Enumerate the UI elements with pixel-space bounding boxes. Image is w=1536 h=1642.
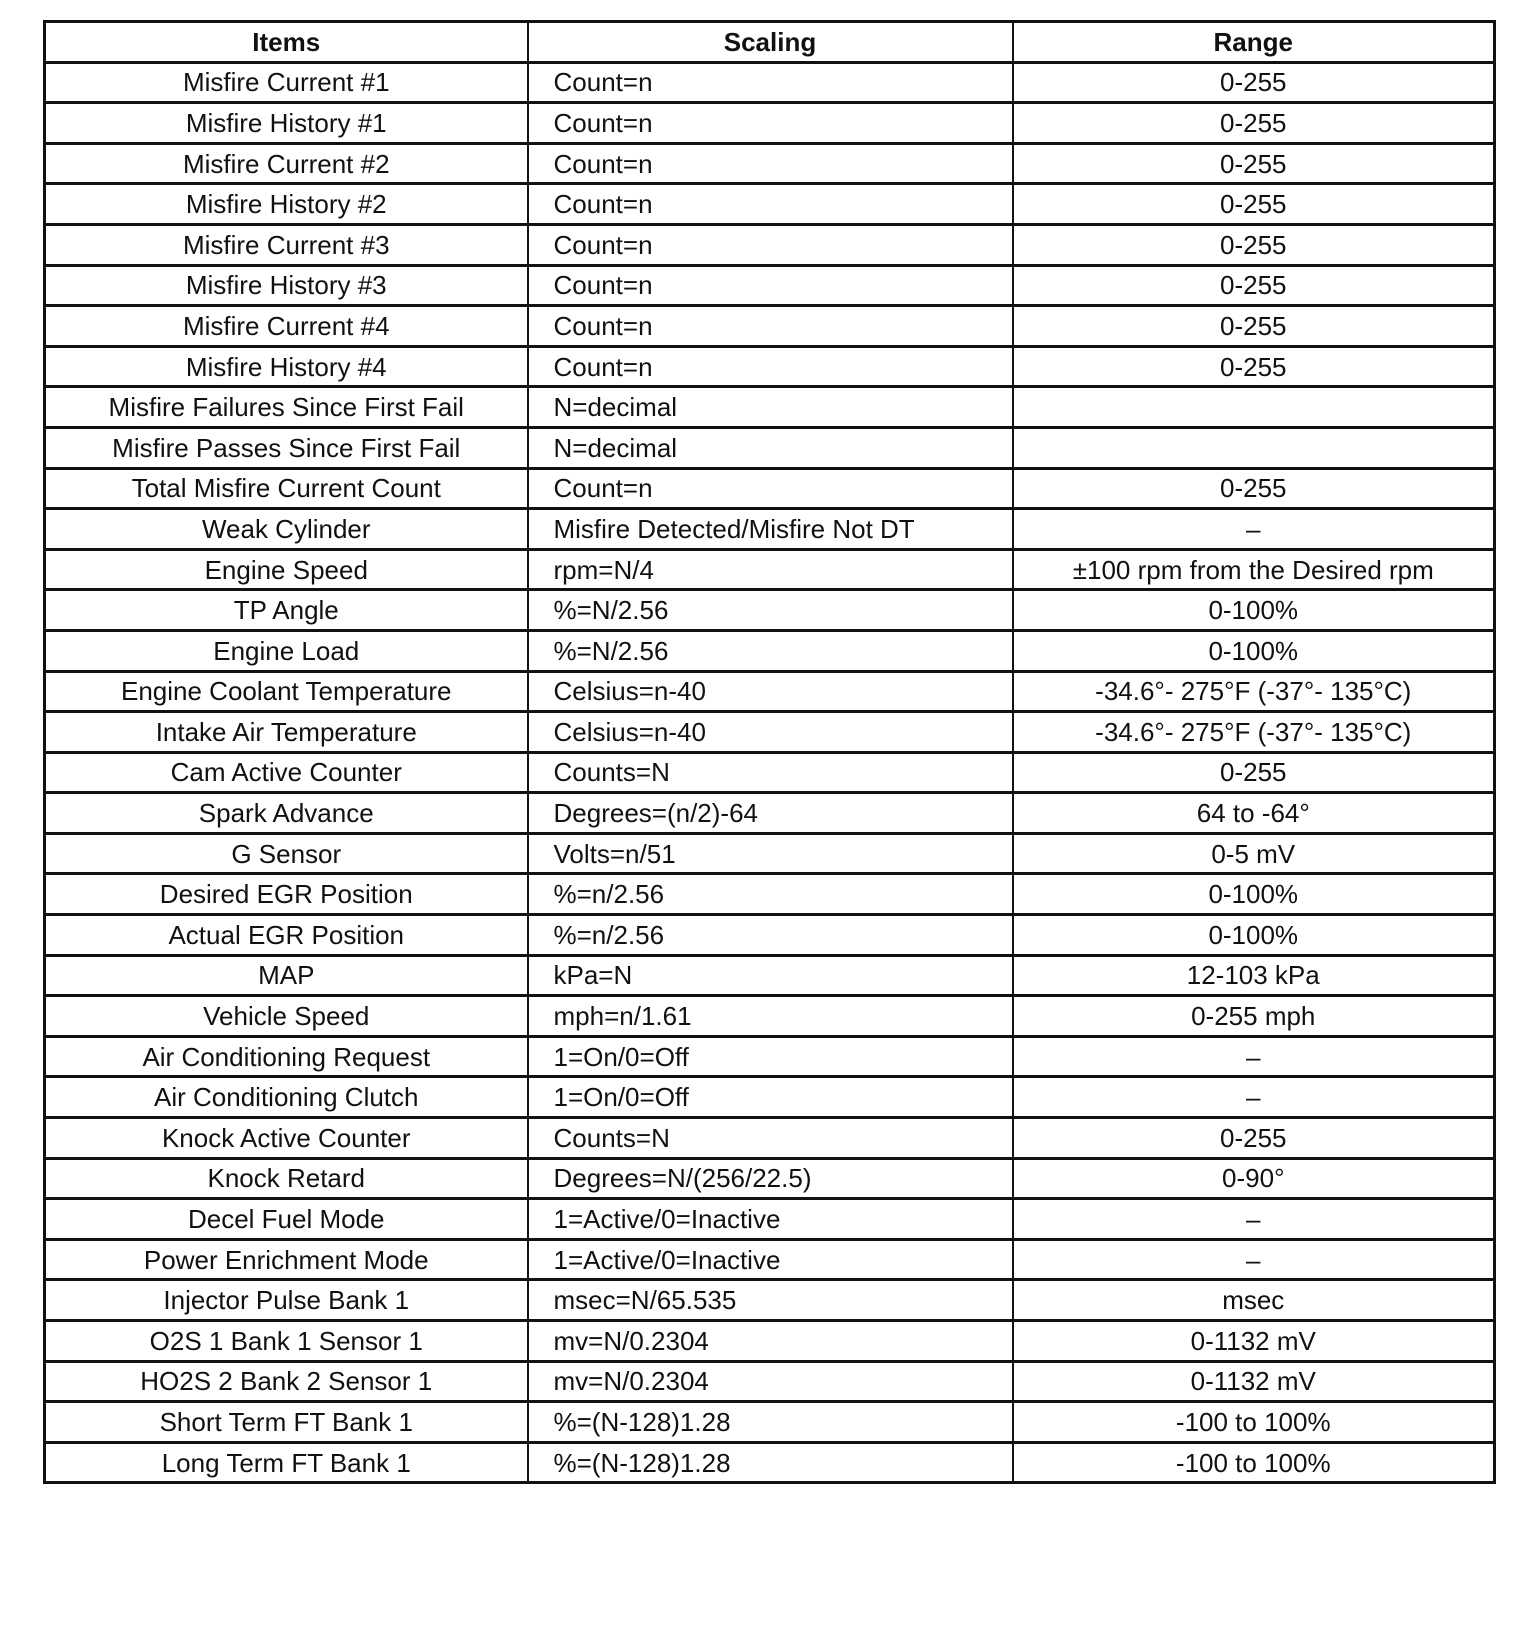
range-cell: 0-255 <box>1013 752 1495 793</box>
scaling-cell: Count=n <box>528 103 1013 144</box>
table-row <box>45 712 1495 753</box>
scaling-cell: Count=n <box>528 143 1013 184</box>
table-row <box>45 265 1495 306</box>
item-cell: Misfire History #1 <box>45 103 528 144</box>
range-cell: 0-255 <box>1013 1118 1495 1159</box>
scaling-cell: mv=N/0.2304 <box>528 1361 1013 1402</box>
table-row <box>45 590 1495 631</box>
header-items: Items <box>45 22 528 63</box>
range-cell: 0-100% <box>1013 915 1495 956</box>
table-row <box>45 915 1495 956</box>
table-row <box>45 427 1495 468</box>
range-cell: 0-255 <box>1013 103 1495 144</box>
scaling-cell: 1=Active/0=Inactive <box>528 1199 1013 1240</box>
range-cell: 0-255 <box>1013 224 1495 265</box>
scaling-cell: Degrees=(n/2)-64 <box>528 793 1013 834</box>
item-cell: Weak Cylinder <box>45 509 528 550</box>
item-cell: Actual EGR Position <box>45 915 528 956</box>
table-row <box>45 630 1495 671</box>
range-cell: – <box>1013 509 1495 550</box>
item-cell: Vehicle Speed <box>45 996 528 1037</box>
range-cell: 0-5 mV <box>1013 833 1495 874</box>
data-table <box>43 20 1496 1484</box>
range-cell: – <box>1013 1199 1495 1240</box>
scaling-cell: %=n/2.56 <box>528 915 1013 956</box>
item-cell: Air Conditioning Clutch <box>45 1077 528 1118</box>
item-cell: Misfire History #2 <box>45 184 528 225</box>
scaling-cell: 1=Active/0=Inactive <box>528 1239 1013 1280</box>
scaling-cell: %=(N-128)1.28 <box>528 1442 1013 1483</box>
scaling-cell: Celsius=n-40 <box>528 671 1013 712</box>
item-cell: Knock Active Counter <box>45 1118 528 1159</box>
header-scaling: Scaling <box>528 22 1013 63</box>
range-cell: – <box>1013 1077 1495 1118</box>
item-cell: Misfire Failures Since First Fail <box>45 387 528 428</box>
item-cell: HO2S 2 Bank 2 Sensor 1 <box>45 1361 528 1402</box>
range-cell: 12-103 kPa <box>1013 955 1495 996</box>
range-cell: – <box>1013 1239 1495 1280</box>
range-cell: 0-255 <box>1013 265 1495 306</box>
scaling-cell: %=N/2.56 <box>528 590 1013 631</box>
table-row <box>45 1442 1495 1483</box>
item-cell: O2S 1 Bank 1 Sensor 1 <box>45 1321 528 1362</box>
item-cell: Misfire Passes Since First Fail <box>45 427 528 468</box>
scaling-cell: 1=On/0=Off <box>528 1036 1013 1077</box>
scaling-cell: N=decimal <box>528 387 1013 428</box>
table-row <box>45 143 1495 184</box>
item-cell: Long Term FT Bank 1 <box>45 1442 528 1483</box>
item-cell: TP Angle <box>45 590 528 631</box>
scaling-cell: Celsius=n-40 <box>528 712 1013 753</box>
item-cell: Misfire Current #1 <box>45 62 528 103</box>
scaling-cell: %=N/2.56 <box>528 630 1013 671</box>
range-cell: 0-90° <box>1013 1158 1495 1199</box>
table-row <box>45 1077 1495 1118</box>
range-cell <box>1013 427 1495 468</box>
scaling-cell: Counts=N <box>528 1118 1013 1159</box>
scaling-cell: Count=n <box>528 62 1013 103</box>
scaling-cell: Misfire Detected/Misfire Not DT <box>528 509 1013 550</box>
scaling-cell: Volts=n/51 <box>528 833 1013 874</box>
item-cell: Misfire Current #4 <box>45 306 528 347</box>
header-row <box>45 22 1495 63</box>
range-cell: 64 to -64° <box>1013 793 1495 834</box>
scaling-cell: Count=n <box>528 306 1013 347</box>
item-cell: Spark Advance <box>45 793 528 834</box>
table-row <box>45 468 1495 509</box>
table-row <box>45 996 1495 1037</box>
range-cell: 0-255 <box>1013 143 1495 184</box>
table-row <box>45 833 1495 874</box>
table-row <box>45 1239 1495 1280</box>
scaling-cell: rpm=N/4 <box>528 549 1013 590</box>
range-cell: -100 to 100% <box>1013 1402 1495 1443</box>
range-cell: 0-255 <box>1013 184 1495 225</box>
item-cell: Injector Pulse Bank 1 <box>45 1280 528 1321</box>
item-cell: Knock Retard <box>45 1158 528 1199</box>
range-cell: -34.6°- 275°F (-37°- 135°C) <box>1013 712 1495 753</box>
scaling-cell: kPa=N <box>528 955 1013 996</box>
table-row <box>45 346 1495 387</box>
range-cell: 0-100% <box>1013 630 1495 671</box>
range-cell: 0-100% <box>1013 590 1495 631</box>
table-row <box>45 874 1495 915</box>
range-cell: – <box>1013 1036 1495 1077</box>
item-cell: Decel Fuel Mode <box>45 1199 528 1240</box>
item-cell: Misfire History #4 <box>45 346 528 387</box>
table-row <box>45 1361 1495 1402</box>
scaling-cell: Count=n <box>528 184 1013 225</box>
range-cell: 0-255 <box>1013 306 1495 347</box>
item-cell: Engine Load <box>45 630 528 671</box>
table-row <box>45 1158 1495 1199</box>
header-range: Range <box>1013 22 1495 63</box>
item-cell: Engine Coolant Temperature <box>45 671 528 712</box>
table-row <box>45 1118 1495 1159</box>
scaling-cell: msec=N/65.535 <box>528 1280 1013 1321</box>
scaling-cell: %=(N-128)1.28 <box>528 1402 1013 1443</box>
table-row <box>45 793 1495 834</box>
table-row <box>45 103 1495 144</box>
table-header <box>45 22 1495 63</box>
table-row <box>45 549 1495 590</box>
range-cell: ±100 rpm from the Desired rpm <box>1013 549 1495 590</box>
table-row <box>45 1321 1495 1362</box>
item-cell: Misfire Current #2 <box>45 143 528 184</box>
scaling-cell: %=n/2.56 <box>528 874 1013 915</box>
range-cell: msec <box>1013 1280 1495 1321</box>
range-cell: -100 to 100% <box>1013 1442 1495 1483</box>
scaling-cell: mph=n/1.61 <box>528 996 1013 1037</box>
item-cell: Misfire History #3 <box>45 265 528 306</box>
item-cell: Misfire Current #3 <box>45 224 528 265</box>
table-row <box>45 306 1495 347</box>
table-row <box>45 184 1495 225</box>
range-cell: 0-255 <box>1013 346 1495 387</box>
scaling-cell: Count=n <box>528 346 1013 387</box>
scaling-cell: Counts=N <box>528 752 1013 793</box>
item-cell: G Sensor <box>45 833 528 874</box>
table-row <box>45 1280 1495 1321</box>
scaling-cell: Count=n <box>528 265 1013 306</box>
table-body <box>45 62 1495 1483</box>
range-cell: 0-255 <box>1013 468 1495 509</box>
table-row <box>45 955 1495 996</box>
item-cell: Desired EGR Position <box>45 874 528 915</box>
table-row <box>45 1402 1495 1443</box>
scaling-cell: Count=n <box>528 468 1013 509</box>
table-row <box>45 62 1495 103</box>
range-cell: 0-255 <box>1013 62 1495 103</box>
scaling-cell: Degrees=N/(256/22.5) <box>528 1158 1013 1199</box>
item-cell: Engine Speed <box>45 549 528 590</box>
range-cell <box>1013 387 1495 428</box>
range-cell: -34.6°- 275°F (-37°- 135°C) <box>1013 671 1495 712</box>
table-row <box>45 224 1495 265</box>
table-row <box>45 752 1495 793</box>
scaling-cell: 1=On/0=Off <box>528 1077 1013 1118</box>
item-cell: MAP <box>45 955 528 996</box>
item-cell: Air Conditioning Request <box>45 1036 528 1077</box>
scaling-cell: mv=N/0.2304 <box>528 1321 1013 1362</box>
item-cell: Total Misfire Current Count <box>45 468 528 509</box>
item-cell: Intake Air Temperature <box>45 712 528 753</box>
item-cell: Short Term FT Bank 1 <box>45 1402 528 1443</box>
scaling-cell: Count=n <box>528 224 1013 265</box>
table-row <box>45 387 1495 428</box>
table-row <box>45 509 1495 550</box>
table-row <box>45 1036 1495 1077</box>
range-cell: 0-100% <box>1013 874 1495 915</box>
item-cell: Power Enrichment Mode <box>45 1239 528 1280</box>
range-cell: 0-255 mph <box>1013 996 1495 1037</box>
table-row <box>45 671 1495 712</box>
item-cell: Cam Active Counter <box>45 752 528 793</box>
scaling-cell: N=decimal <box>528 427 1013 468</box>
range-cell: 0-1132 mV <box>1013 1321 1495 1362</box>
range-cell: 0-1132 mV <box>1013 1361 1495 1402</box>
table-row <box>45 1199 1495 1240</box>
